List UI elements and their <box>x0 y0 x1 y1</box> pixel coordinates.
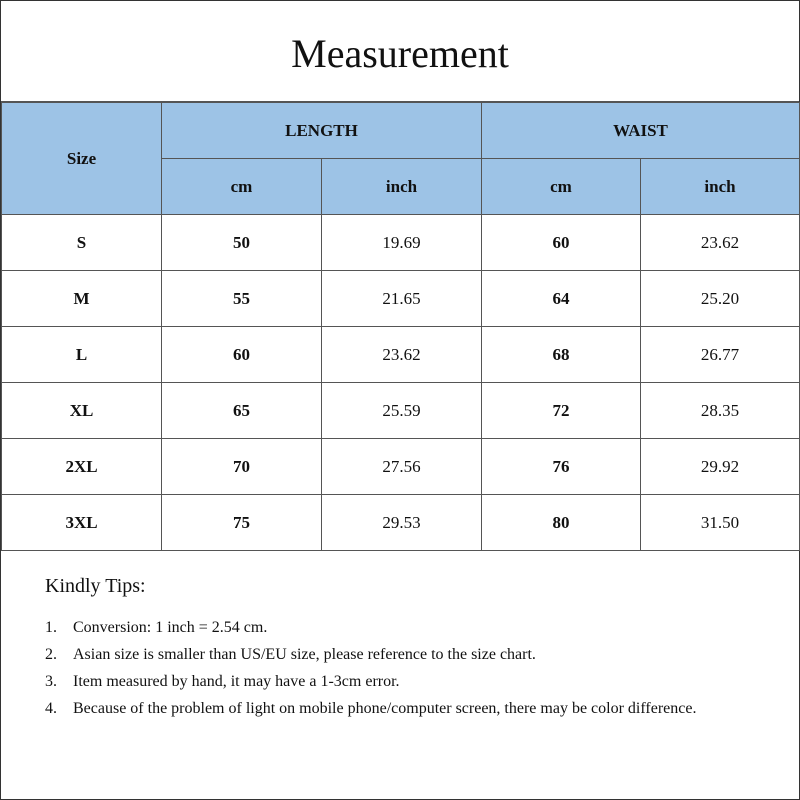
waist-cm-cell: 68 <box>482 327 641 383</box>
length-inch-cell: 25.59 <box>322 383 482 439</box>
length-inch-cell: 27.56 <box>322 439 482 495</box>
table-row <box>2 215 800 271</box>
length-inch-header: inch <box>322 159 482 215</box>
length-cm-cell: 70 <box>162 439 322 495</box>
waist-inch-cell: 29.92 <box>641 439 800 495</box>
length-header: LENGTH <box>162 103 482 159</box>
tip-text: Conversion: 1 inch = 2.54 cm. <box>73 619 268 636</box>
waist-cm-cell: 72 <box>482 383 641 439</box>
waist-cm-header: cm <box>482 159 641 215</box>
list-item <box>45 695 713 722</box>
list-item <box>45 614 713 641</box>
list-number: 2. <box>45 646 57 663</box>
length-inch-cell: 29.53 <box>322 495 482 551</box>
length-inch-cell: 19.69 <box>322 215 482 271</box>
waist-cm-cell: 76 <box>482 439 641 495</box>
tips-section <box>1 551 799 722</box>
list-item <box>45 668 713 695</box>
size-header: Size <box>2 103 162 215</box>
size-cell: S <box>2 215 162 271</box>
waist-cm-cell: 60 <box>482 215 641 271</box>
measurement-table <box>1 102 800 551</box>
size-cell: 2XL <box>2 439 162 495</box>
list-number: 3. <box>45 673 57 690</box>
table-row <box>2 327 800 383</box>
table-row <box>2 383 800 439</box>
tips-list <box>45 614 799 722</box>
size-cell: XL <box>2 383 162 439</box>
length-cm-cell: 65 <box>162 383 322 439</box>
tip-text: Because of the problem of light on mobile phone/computer screen, there may be color difference. <box>73 700 697 717</box>
length-cm-cell: 55 <box>162 271 322 327</box>
table-row <box>2 271 800 327</box>
length-inch-cell: 23.62 <box>322 327 482 383</box>
size-cell: M <box>2 271 162 327</box>
waist-inch-cell: 26.77 <box>641 327 800 383</box>
length-cm-cell: 75 <box>162 495 322 551</box>
length-inch-cell: 21.65 <box>322 271 482 327</box>
tip-text: Asian size is smaller than US/EU size, please reference to the size chart. <box>73 646 536 663</box>
tip-text: Item measured by hand, it may have a 1-3cm error. <box>73 673 400 690</box>
size-cell: 3XL <box>2 495 162 551</box>
waist-header: WAIST <box>482 103 800 159</box>
table-row <box>2 495 800 551</box>
waist-inch-header: inch <box>641 159 800 215</box>
length-cm-header: cm <box>162 159 322 215</box>
list-item <box>45 641 713 668</box>
table-row <box>2 439 800 495</box>
waist-inch-cell: 31.50 <box>641 495 800 551</box>
waist-inch-cell: 23.62 <box>641 215 800 271</box>
waist-cm-cell: 64 <box>482 271 641 327</box>
length-cm-cell: 50 <box>162 215 322 271</box>
list-number: 4. <box>45 700 57 717</box>
tips-title: Kindly Tips: <box>45 575 146 597</box>
list-number: 1. <box>45 619 57 636</box>
page-title: Measurement <box>1 1 799 102</box>
waist-inch-cell: 28.35 <box>641 383 800 439</box>
waist-cm-cell: 80 <box>482 495 641 551</box>
length-cm-cell: 60 <box>162 327 322 383</box>
waist-inch-cell: 25.20 <box>641 271 800 327</box>
size-cell: L <box>2 327 162 383</box>
